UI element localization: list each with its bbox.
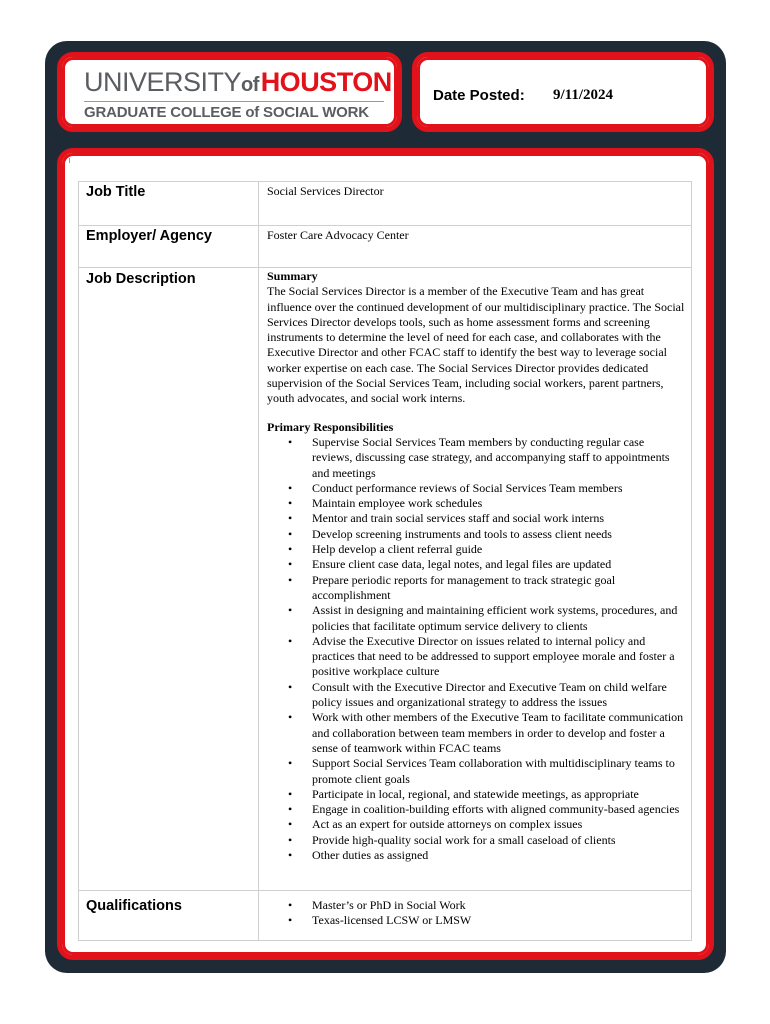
list-item: • Advise the Executive Director on issues related to internal policy and practices that need to be addressed to support employee morale and foster a positive workplace culture xyxy=(267,634,687,680)
list-item: • Develop screening instruments and tools to assess client needs xyxy=(267,527,687,542)
logo-university-name: UNIVERSITYof HOUSTON xyxy=(84,67,392,97)
responsibilities-list xyxy=(267,435,687,863)
qualifications-list xyxy=(267,898,687,929)
logo-college-name: GRADUATE COLLEGE of SOCIAL WORK xyxy=(84,104,369,121)
list-item: • Participate in local, regional, and statewide meetings, as appropriate xyxy=(267,787,687,802)
university-logo xyxy=(57,52,402,132)
date-posted-box xyxy=(412,52,714,132)
qualifications-list-wrap xyxy=(267,898,687,929)
list-item: • Consult with the Executive Director and Executive Team on child welfare policy issues and organizational strategy to address the issues xyxy=(267,680,687,711)
list-item: • Master’s or PhD in Social Work xyxy=(267,898,687,913)
stray-mark xyxy=(69,158,70,163)
list-item: • Prepare periodic reports for management to track strategic goal accomplishment xyxy=(267,573,687,604)
date-posted-value: 9/11/2024 xyxy=(553,87,614,103)
list-item: • Help develop a client referral guide xyxy=(267,542,687,557)
table-row-divider xyxy=(78,225,692,226)
job-title-label: Job Title xyxy=(86,184,146,200)
job-description xyxy=(267,269,687,863)
responsibilities-heading: Primary Responsibilities xyxy=(267,419,394,434)
qualifications-label: Qualifications xyxy=(86,898,182,914)
employer-label: Employer/ Agency xyxy=(86,228,212,244)
list-item: • Mentor and train social services staff and social work interns xyxy=(267,511,687,526)
list-item: • Work with other members of the Executive Team to facilitate communication and collaboration between team members in order to develop and foster a sense of teamwork within FCAC teams xyxy=(267,710,687,756)
table-column-divider xyxy=(258,181,259,941)
list-item: • Texas-licensed LCSW or LMSW xyxy=(267,913,687,928)
list-item: • Engage in coalition-building efforts with aligned community-based agencies xyxy=(267,802,687,817)
list-item: • Act as an expert for outside attorneys on complex issues xyxy=(267,817,687,832)
logo-divider xyxy=(84,101,384,102)
list-item: • Maintain employee work schedules xyxy=(267,496,687,511)
list-item: • Ensure client case data, legal notes, and legal files are updated xyxy=(267,557,687,572)
table-row-divider xyxy=(78,890,692,891)
list-item: • Other duties as assigned xyxy=(267,848,687,863)
list-item: • Conduct performance reviews of Social Services Team members xyxy=(267,481,687,496)
summary-text: The Social Services Director is a member of the Executive Team and has great influence over the continued development of our multidisciplinary practice. The Social Services Director develops tools, such as home assessment forms and screening instruments to determine the level of need for each case, and collaborates with the Executive Director and other FCAC staff to identify the best way to leverage social worker expertise on each case. The Social Services Director provides dedicated supervision of the Social Services Team, including social workers, parent partners, youth advocates, and social work interns. xyxy=(267,284,685,406)
list-item: • Supervise Social Services Team members by conducting regular case reviews, discussing case strategy, and accompanying staff to appointments and meetings xyxy=(267,435,687,481)
summary-heading: Summary xyxy=(267,269,318,283)
date-posted-label: Date Posted: xyxy=(433,87,525,104)
job-description-label: Job Description xyxy=(86,271,196,287)
list-item: • Provide high-quality social work for a small caseload of clients xyxy=(267,833,687,848)
list-item: • Assist in designing and maintaining efficient work systems, procedures, and policies that facilitate optimum service delivery to clients xyxy=(267,603,687,634)
table-row-divider xyxy=(78,267,692,268)
job-title-value: Social Services Director xyxy=(267,184,384,198)
list-item: • Support Social Services Team collaboration with multidisciplinary teams to promote client goals xyxy=(267,756,687,787)
employer-value: Foster Care Advocacy Center xyxy=(267,228,409,242)
